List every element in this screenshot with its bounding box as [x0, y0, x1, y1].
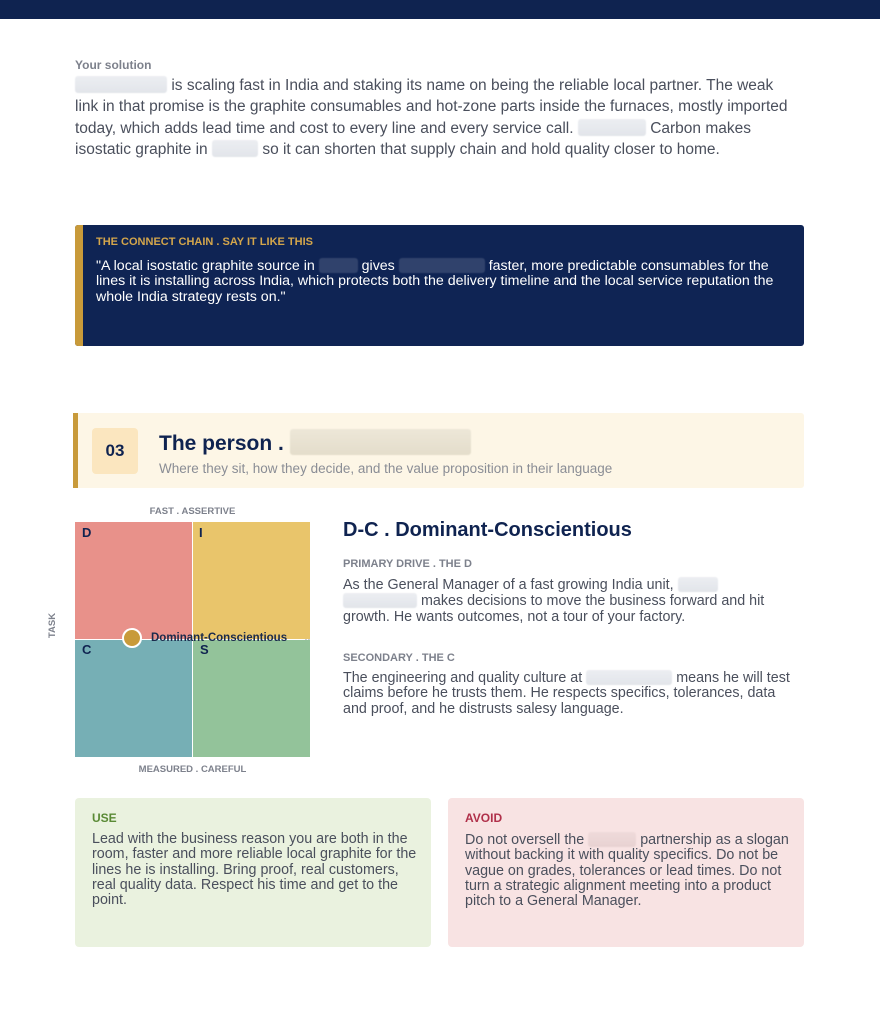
section-title: The person . — [159, 429, 471, 456]
profile-title: D-C . Dominant-Conscientious — [343, 519, 632, 541]
redacted-company — [588, 832, 636, 847]
section-subtitle: Where they sit, how they decide, and the value proposition in their language — [159, 461, 613, 476]
section-header-person — [73, 413, 804, 488]
solution-text: is scaling fast in India and staking its name on being the reliable local partner. The weak link in that promise is the graphite consumables and hot-zone parts inside the furnaces, mostly imported today, which adds lead time and cost to every line and every service call. Carbon makes isostatic graphite in so it can shorten that supply chain and hold quality closer to home. — [75, 77, 788, 158]
redacted-company — [586, 670, 672, 685]
redacted-person-name — [343, 593, 417, 608]
quadrant-letter-c: C — [82, 642, 92, 657]
connect-chain-label: THE CONNECT CHAIN . SAY IT LIKE THIS — [96, 236, 313, 248]
avoid-label: AVOID — [465, 811, 503, 825]
redacted-person-name — [678, 577, 718, 592]
disc-quadrant-c — [75, 640, 192, 757]
use-label: USE — [92, 811, 117, 825]
disc-quadrant-s — [193, 640, 310, 757]
connect-chain-quote: "A local isostatic graphite source in gives faster, more predictable consumables for the lines it is installing across India, which protects both the delivery timeline and the local service reputation the whole India strategy rests on." — [96, 258, 774, 305]
redacted-company — [578, 119, 646, 136]
avoid-text: Do not oversell the partnership as a slogan without backing it with quality specifics. Do not be vague on grades, tolerances or lead times. Do not turn a strategic alignment meeting into a product pitch to a General Manager. — [465, 832, 789, 910]
use-text: Lead with the business reason you are both in the room, faster and more reliable local graphite for the lines he is installing. Bring proof, real customers, real quality data. Respect his time and get to the point. — [92, 831, 417, 909]
section-accent-bar — [73, 413, 78, 488]
redacted-location — [212, 140, 258, 157]
redacted-company — [399, 258, 485, 273]
use-box — [75, 798, 431, 947]
disc-marker-label: Dominant-Conscientious — [151, 632, 288, 644]
quadrant-letter-s: S — [200, 642, 209, 657]
disc-axis-top: FAST . ASSERTIVE — [149, 506, 236, 517]
primary-drive-text: As the General Manager of a fast growing India unit, makes decisions to move the business forward and hit growth. He wants outcomes, not a tour of your factory. — [343, 577, 765, 625]
redacted-location — [319, 258, 358, 273]
avoid-box — [448, 798, 804, 947]
section-number: 03 — [92, 428, 138, 474]
redacted-company — [75, 76, 167, 93]
quadrant-letter-i: I — [199, 525, 203, 540]
secondary-drive-label: SECONDARY . THE C — [343, 652, 455, 664]
quadrant-letter-d: D — [82, 525, 92, 540]
callout-accent-bar — [75, 225, 83, 346]
disc-axis-left: TASK — [47, 612, 59, 639]
disc-position-marker — [122, 628, 142, 648]
top-banner — [0, 0, 880, 19]
primary-drive-label: PRIMARY DRIVE . THE D — [343, 558, 472, 570]
disc-quadrant-i — [193, 522, 310, 639]
connect-chain-callout — [75, 225, 804, 346]
disc-quadrant-d — [75, 522, 192, 639]
solution-label: Your solution — [75, 58, 152, 72]
redacted-person-name — [290, 429, 471, 455]
secondary-drive-text: The engineering and quality culture at means he will test claims before he trusts them. He respects specifics, tolerances, data and proof, and he distrusts salesy language. — [343, 670, 790, 717]
disc-axis-bottom: MEASURED . CAREFUL — [138, 764, 247, 775]
